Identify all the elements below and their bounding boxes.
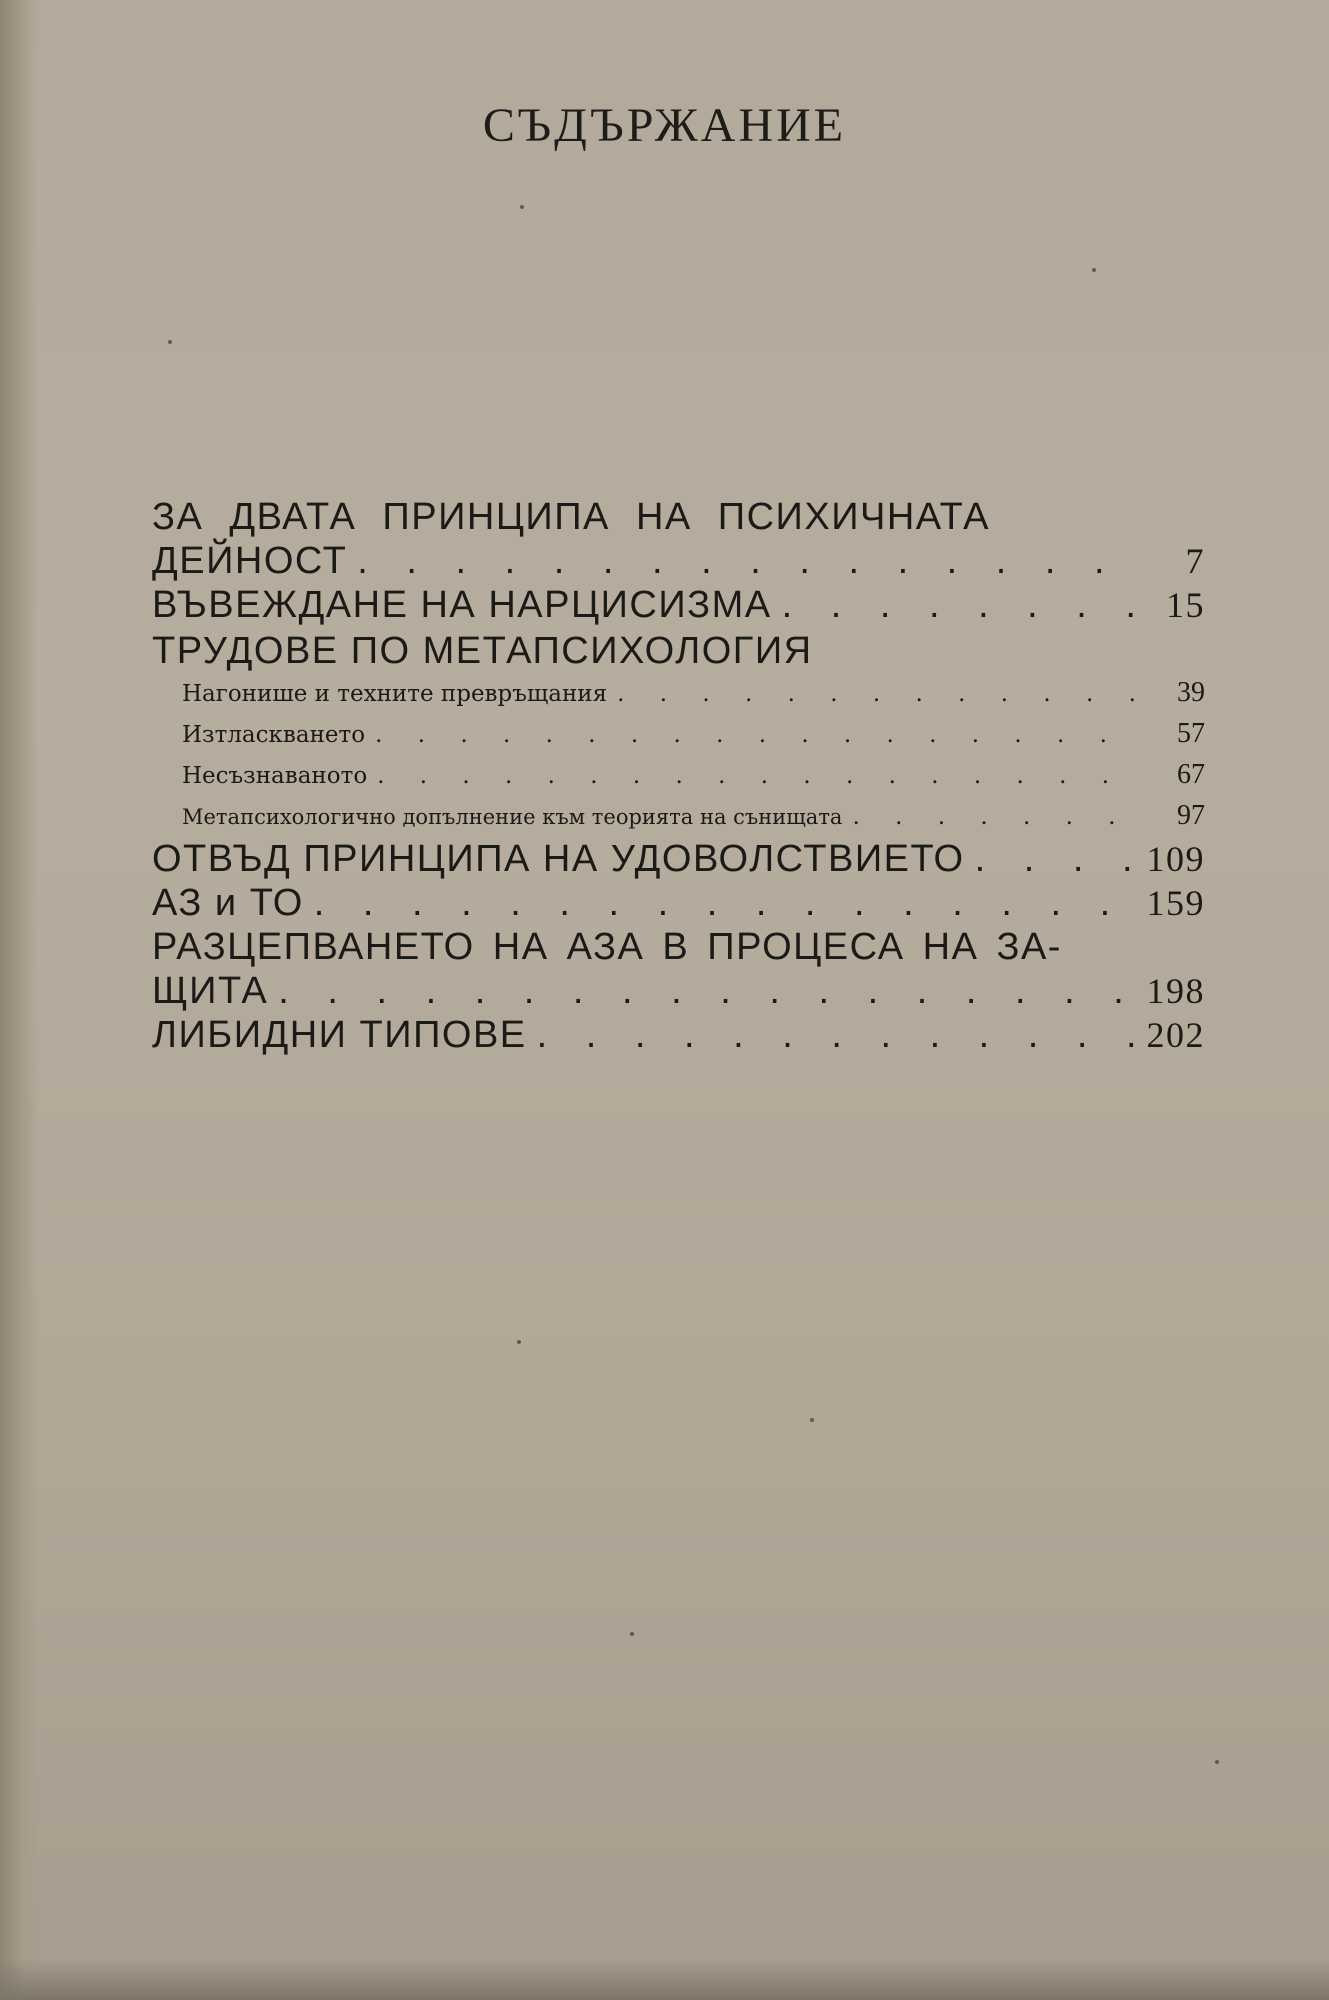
page-title: СЪДЪРЖАНИЕ	[482, 99, 847, 152]
page-number: 7	[1185, 541, 1205, 581]
toc-subentries	[152, 673, 1205, 837]
toc-entry-libidinal-types	[152, 1013, 1205, 1057]
page-number: 57	[1177, 718, 1205, 749]
page-number: 67	[1177, 759, 1205, 790]
leader-dots	[278, 969, 1135, 1013]
toc-entry-title: АЗ и ТО	[152, 882, 304, 924]
toc-entry-narcissism	[152, 583, 1205, 627]
page-number: 109	[1146, 839, 1205, 879]
leader-dots	[375, 715, 1135, 755]
page-number: 15	[1166, 585, 1205, 625]
paper-speck	[520, 205, 524, 209]
paper-speck	[630, 1632, 634, 1636]
page-number: 202	[1146, 1015, 1205, 1055]
toc-subentry-title: Несъзнаваното	[182, 763, 368, 789]
toc-entry-title: ВЪВЕЖДАНЕ НА НАРЦИСИЗМА	[152, 584, 772, 626]
toc-entry-row	[152, 539, 1205, 583]
toc-entry-splitting-ego	[152, 925, 1205, 1013]
leader-dots	[782, 583, 1135, 627]
toc-entry-title: ОТВЪД ПРИНЦИПА НА УДОВОЛСТВИЕТО	[152, 838, 965, 880]
toc-entry-title-cont: ДЕЙНОСТ	[152, 540, 348, 582]
toc-subentry	[182, 714, 1205, 755]
leader-dots	[537, 1013, 1135, 1057]
paper-speck	[1215, 1760, 1219, 1764]
toc-subentry-title: Изтласкването	[182, 722, 366, 748]
toc-subentry	[182, 796, 1205, 837]
toc-entry-title: ЛИБИДНИ ТИПОВЕ	[152, 1014, 527, 1056]
page-number: 39	[1177, 677, 1205, 708]
leader-dots	[975, 837, 1135, 881]
page-number: 97	[1177, 800, 1205, 831]
page-number: 198	[1146, 971, 1205, 1011]
leader-dots	[852, 797, 1135, 837]
toc-subentry-title: Метапсихологично допълнение към теорията на сънищата	[182, 805, 843, 829]
toc-entry-metapsychology	[152, 629, 1205, 673]
toc-entry-two-principles	[152, 495, 1205, 583]
toc-subentry	[182, 755, 1205, 796]
toc-entry-title: ЗА ДВАТА ПРИНЦИПА НА ПСИХИЧНАТА	[152, 496, 990, 538]
paper-speck	[1092, 268, 1096, 272]
paper-speck	[810, 1418, 814, 1422]
toc-entry-beyond-pleasure	[152, 837, 1205, 881]
paper-speck	[517, 1340, 521, 1344]
page-number: 159	[1146, 883, 1205, 923]
leader-dots	[617, 674, 1135, 714]
leader-dots	[357, 539, 1135, 583]
leader-dots	[377, 756, 1135, 796]
toc-subentry-title: Нагонише и техните превръщания	[182, 681, 608, 707]
table-of-contents	[152, 495, 1205, 1057]
toc-entry-title: ТРУДОВЕ ПО МЕТАПСИХОЛОГИЯ	[152, 630, 813, 672]
toc-entry-title-cont: ЩИТА	[152, 970, 269, 1012]
toc-entry-ego-id	[152, 881, 1205, 925]
toc-entry-title: РАЗЦЕПВАНЕТО НА АЗА В ПРОЦЕСА НА ЗА-	[152, 926, 1062, 968]
toc-entry-row	[152, 969, 1205, 1013]
paper-speck	[168, 340, 172, 344]
leader-dots	[314, 881, 1135, 925]
toc-subentry	[182, 673, 1205, 714]
